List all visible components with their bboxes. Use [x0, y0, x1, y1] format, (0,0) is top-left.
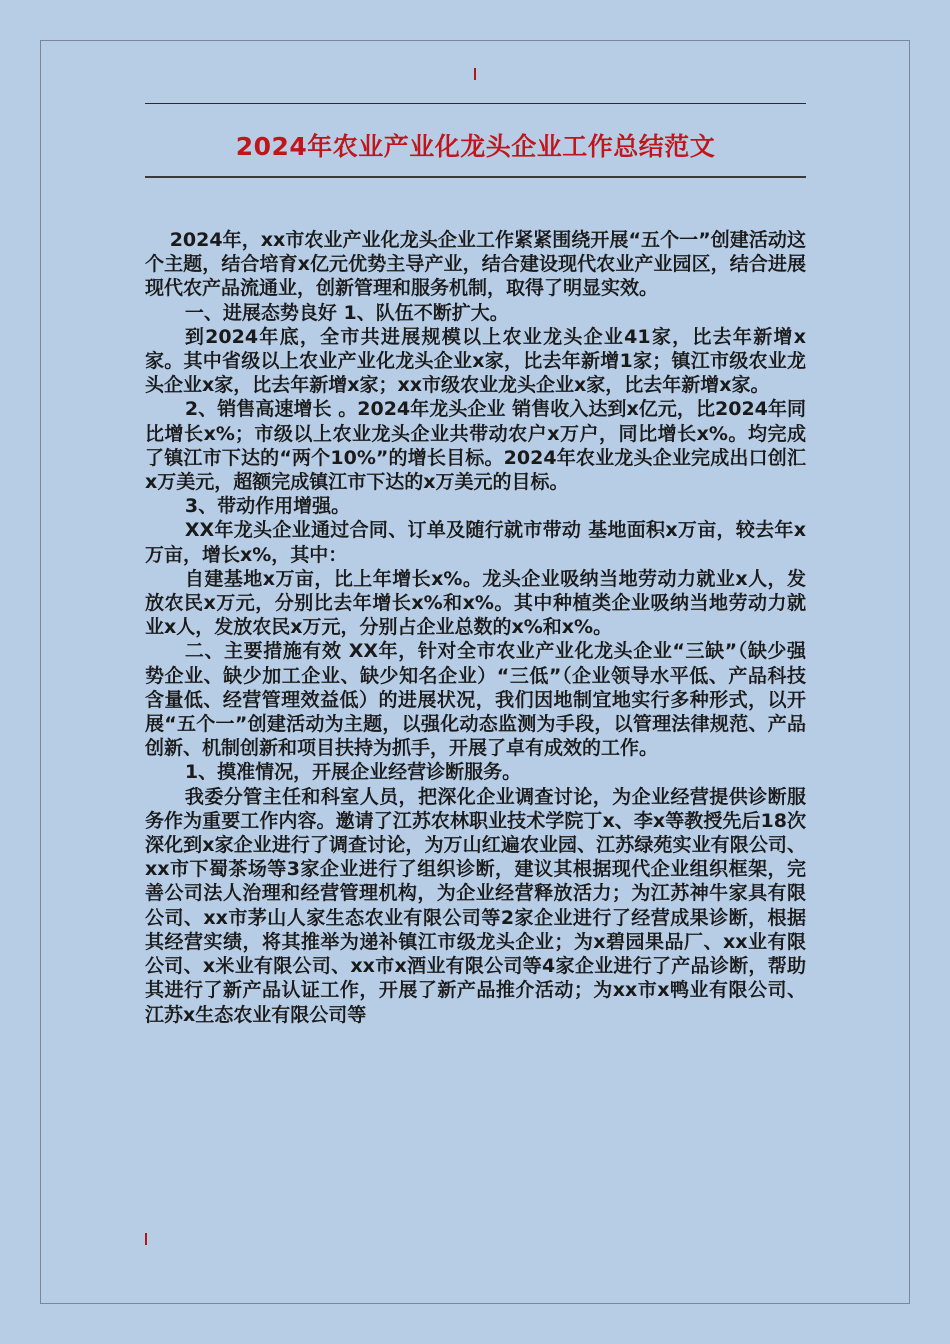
paragraph-subheading: 1、摸准情况，开展企业经营诊断服务。 — [184, 761, 522, 784]
footer-cursor-mark — [145, 1233, 147, 1245]
paragraph-subheading: 3、带动作用增强。 — [184, 495, 351, 518]
paragraph-section-2-heading: 二、主要措施有效 XX年，针对全市农业产业化龙头企业“三缺”（缺少强势企业、缺少加工企业、缺少知名企业）“三低”（企业领导水平低、产品科技含量低、经营管理效益低）的进展状况，我们因地制宜地实行多种形式，以开展“五个一”创建活动为主题，以强化动态监测为手段，以管理法律规范、产品创新、机制创新和项目扶持为抓手，开展了卓有成效的工作。 — [145, 640, 806, 760]
document-title: 2024年农业产业化龙头企业工作总结范文 — [235, 132, 716, 161]
paragraph: 自建基地x万亩，比上年增长x%。龙头企业吸纳当地劳动力就业x人，发放农民x万元，分别比去年增长x%和x%。其中种植类企业吸纳当地劳动力就业x人，发放农民x万元，分别占企业总数的x%和x%。 — [145, 567, 806, 639]
paragraph-intro: 2024年，xx市农业产业化龙头企业工作紧紧围绕开展“五个一”创建活动这个主题，结合培育x亿元优势主导产业，结合建设现代农业产业园区，结合进展现代农产品流通业，创新管理和服务机制，取得了明显实效。 — [145, 229, 806, 300]
paragraph-section-1-heading: 一、进展态势良好 1、队伍不断扩大。 — [184, 301, 509, 324]
paragraph: 我委分管主任和科室人员，把深化企业调查讨论，为企业经营提供诊断服务作为重要工作内容。邀请了江苏农林职业技术学院丁x、李x等教授先后18次深化到x家企业进行了调查讨论，为万山红遍农业园、江苏绿苑实业有限公司、xx市下蜀茶场等3家企业进行了组织诊断，建议其根据现代企业组织框架，完善公司法人治理和经营管理机构，为企业经营释放活力；为江苏神牛家具有限公司、xx市茅山人家生态农业有限公司等2家企业进行了经营成果诊断，根据其经营实绩，将其推举为递补镇江市级龙头企业；为x碧园果品厂、xx业有限公司、x米业有限公司、xx市x酒业有限公司等4家企业进行了产品诊断，帮助其进行了新产品认证工作，开展了新产品推介活动；为xx市x鸭业有限公司、江苏x生态农业有限公司等 — [145, 785, 807, 1026]
title-rule — [145, 176, 806, 178]
header-rule — [145, 103, 806, 104]
paragraph: XX年龙头企业通过合同、订单及随行就市带动 基地面积x万亩，较去年x万亩，增长x%，其中： — [145, 519, 806, 566]
paragraph: 到2024年底，全市共进展规模以上农业龙头企业41家，比去年新增x家。其中省级以上农业产业化龙头企业x家，比去年新增1家；镇江市级农业龙头企业x家，比去年新增x家；xx市级农业龙头企业x家，比去年新增x家。 — [145, 325, 806, 397]
paragraph: 2、销售高速增长 。2024年龙头企业 销售收入达到x亿元，比2024年同比增长x%；市级以上农业龙头企业共带动农户x万户，同比增长x%。均完成了镇江市下达的“两个10%”的增长目标。2024年农业龙头企业完成出口创汇 x万美元，超额完成镇江市下达的x万美元的目标。 — [145, 398, 806, 494]
header-cursor-mark — [474, 68, 476, 80]
document-body — [145, 228, 806, 1027]
